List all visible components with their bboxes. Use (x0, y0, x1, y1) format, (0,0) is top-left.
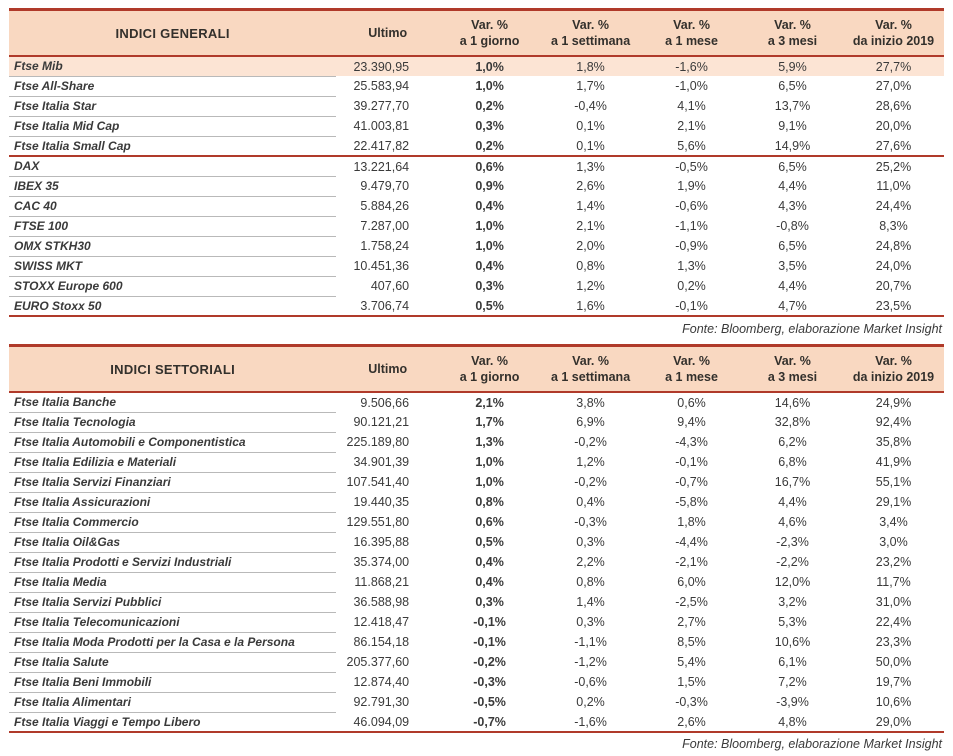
var-3m-cell: 6,1% (778, 655, 807, 669)
table-row (9, 552, 944, 572)
ultimo-cell: 129.551,80 (346, 515, 410, 529)
column-header-var-label: Var. % (774, 354, 811, 368)
table-row (9, 256, 944, 276)
table-row (9, 512, 944, 532)
column-header-period-label: a 1 giorno (459, 34, 520, 48)
var-1g-cell: 0,4% (475, 555, 504, 569)
var-1s-cell: 1,2% (576, 455, 605, 469)
var-1g-cell: 0,4% (475, 259, 504, 273)
var-ytd-cell: 23,3% (875, 635, 912, 649)
var-ytd-cell: 29,0% (843, 712, 944, 732)
ultimo-cell: 9.479,70 (360, 179, 410, 193)
var-1g-cell: -0,1% (473, 615, 506, 629)
index-name-cell: SWISS MKT (9, 256, 336, 276)
var-1m-cell: 9,4% (677, 415, 706, 429)
var-3m-cell: -2,3% (776, 535, 809, 549)
var-1s-cell: 1,4% (576, 595, 605, 609)
var-1g-cell: -0,3% (473, 675, 506, 689)
table-row (9, 472, 944, 492)
table-row (9, 216, 944, 236)
var-ytd-cell: 35,8% (875, 435, 912, 449)
index-name-cell: IBEX 35 (9, 176, 336, 196)
table-row (9, 392, 944, 412)
index-name-cell: OMX STKH30 (9, 236, 336, 256)
column-header-var (843, 10, 944, 57)
var-3m-cell: 4,6% (778, 515, 807, 529)
table-row (9, 136, 944, 156)
var-1m-cell: 6,0% (677, 575, 706, 589)
var-1s-cell: 0,4% (576, 495, 605, 509)
var-1m-cell: 2,6% (641, 712, 742, 732)
index-name-cell: Ftse Italia Alimentari (9, 692, 336, 712)
ultimo-cell: 46.094,09 (336, 712, 439, 732)
var-1m-cell: 4,1% (677, 99, 706, 113)
var-ytd-cell: 24,4% (875, 199, 912, 213)
var-3m-cell: 6,8% (778, 455, 807, 469)
var-1g-cell: 0,3% (475, 119, 504, 133)
table-row (9, 76, 944, 96)
ultimo-cell: 34.901,39 (353, 455, 410, 469)
var-1m-cell: -2,1% (675, 555, 708, 569)
var-1m-cell: -4,3% (675, 435, 708, 449)
var-3m-cell: 6,5% (778, 239, 807, 253)
var-1g-cell: 1,0% (475, 79, 504, 93)
column-header-period-label: a 1 giorno (459, 370, 520, 384)
var-1m-cell: 1,8% (677, 515, 706, 529)
index-name-cell: Ftse Italia Star (9, 96, 336, 116)
column-header-var (540, 10, 641, 57)
var-1s-cell: -1,6% (540, 712, 641, 732)
var-3m-cell: 3,5% (778, 259, 807, 273)
var-1s-cell: 2,1% (576, 219, 605, 233)
index-name-cell: Ftse Italia Salute (9, 652, 336, 672)
column-header-period-label: a 1 settimana (550, 34, 631, 48)
var-1m-cell: -0,3% (675, 695, 708, 709)
var-3m-cell: 4,3% (778, 199, 807, 213)
var-1s-cell: -0,2% (574, 435, 607, 449)
column-header-var (641, 10, 742, 57)
var-3m-cell: 13,7% (774, 99, 811, 113)
column-header-var (540, 346, 641, 393)
column-header-var (439, 346, 540, 393)
var-1s-cell: -1,2% (574, 655, 607, 669)
var-ytd-cell: 20,0% (875, 119, 912, 133)
var-1m-cell: -1,6% (641, 56, 742, 76)
var-1m-cell: 2,1% (677, 119, 706, 133)
table-row (9, 56, 944, 76)
var-1m-cell: 5,6% (641, 136, 742, 156)
ultimo-cell: 19.440,35 (353, 495, 410, 509)
var-3m-cell: 14,9% (742, 136, 843, 156)
var-1m-cell: -2,5% (675, 595, 708, 609)
var-ytd-cell: 28,6% (875, 99, 912, 113)
var-3m-cell: 4,8% (742, 712, 843, 732)
var-1s-cell: 1,3% (576, 159, 605, 174)
var-ytd-cell: 11,7% (876, 575, 911, 589)
index-name-cell: Ftse Italia Oil&Gas (9, 532, 336, 552)
header-row (9, 346, 944, 393)
table-row (9, 652, 944, 672)
ultimo-cell: 39.277,70 (353, 99, 410, 113)
var-3m-cell: 4,4% (778, 279, 807, 293)
var-1s-cell: 1,6% (540, 296, 641, 316)
ultimo-cell: 23.390,95 (336, 56, 439, 76)
table-row (9, 592, 944, 612)
ultimo-cell: 1.758,24 (360, 239, 410, 253)
var-1m-cell: 1,5% (677, 675, 706, 689)
var-1s-cell: -0,3% (574, 515, 607, 529)
ultimo-cell: 107.541,40 (346, 475, 410, 489)
index-name-cell: Ftse Italia Tecnologia (9, 412, 336, 432)
var-1s-cell: 0,3% (576, 535, 605, 549)
var-ytd-cell: 19,7% (875, 675, 912, 689)
table-row (9, 572, 944, 592)
var-3m-cell: 6,2% (778, 435, 807, 449)
indici-settoriali-table (9, 344, 944, 733)
index-name-cell: Ftse All-Share (9, 76, 336, 96)
column-header-period-label: a 1 mese (665, 34, 718, 48)
column-header-period-label: da inizio 2019 (852, 34, 935, 48)
column-header-var (843, 346, 944, 393)
table-row (9, 116, 944, 136)
table-row (9, 236, 944, 256)
var-1g-cell: 0,4% (475, 199, 504, 213)
var-3m-cell: 7,2% (778, 675, 807, 689)
ultimo-cell: 90.121,21 (353, 415, 410, 429)
var-1m-cell: -4,4% (675, 535, 708, 549)
var-1s-cell: 2,6% (576, 179, 605, 193)
var-ytd-cell: 3,4% (879, 515, 908, 529)
var-ytd-cell: 41,9% (875, 455, 912, 469)
var-3m-cell: 4,7% (742, 296, 843, 316)
var-1m-cell: -0,1% (641, 296, 742, 316)
var-1g-cell: 1,0% (475, 239, 504, 253)
column-header-period-label: a 1 settimana (550, 370, 631, 384)
var-1m-cell: -0,6% (675, 199, 708, 213)
ultimo-cell: 11.868,21 (354, 575, 410, 589)
var-ytd-cell: 55,1% (875, 475, 912, 489)
index-name-cell: STOXX Europe 600 (9, 276, 336, 296)
var-1s-cell: 1,4% (576, 199, 605, 213)
var-ytd-cell: 3,0% (879, 535, 908, 549)
source-note: Fonte: Bloomberg, elaborazione Market Insight (682, 737, 942, 751)
var-1g-cell: 0,8% (475, 495, 504, 509)
var-ytd-cell: 23,2% (875, 555, 912, 569)
index-name-cell: Ftse Mib (9, 56, 336, 76)
var-1m-cell: -1,0% (675, 79, 708, 93)
var-1m-cell: 1,3% (677, 259, 706, 273)
table-row (9, 156, 944, 176)
table-title: INDICI GENERALI (9, 10, 336, 57)
ultimo-cell: 9.506,66 (360, 395, 410, 410)
ultimo-cell: 10.451,36 (353, 259, 410, 273)
var-ytd-cell: 27,7% (843, 56, 944, 76)
var-1m-cell: -0,1% (675, 455, 708, 469)
table-title: INDICI SETTORIALI (9, 346, 336, 393)
var-1s-cell: -0,4% (574, 99, 607, 113)
column-header-ultimo: Ultimo (336, 346, 439, 393)
var-ytd-cell: 24,0% (875, 259, 912, 273)
index-name-cell: Ftse Italia Edilizia e Materiali (9, 452, 336, 472)
var-ytd-cell: 24,8% (875, 239, 912, 253)
ultimo-cell: 22.417,82 (336, 136, 439, 156)
var-1g-cell: 1,0% (475, 455, 504, 469)
var-1g-cell: -0,5% (473, 695, 506, 709)
var-1s-cell: 6,9% (576, 415, 605, 429)
table-row (9, 276, 944, 296)
var-1g-cell: -0,2% (473, 655, 506, 669)
column-header-var (742, 10, 843, 57)
var-1g-cell: 2,1% (475, 395, 504, 410)
var-1s-cell: 1,7% (576, 79, 605, 93)
table-row (9, 612, 944, 632)
ultimo-cell: 25.583,94 (353, 79, 410, 93)
column-header-var (641, 346, 742, 393)
var-ytd-cell: 29,1% (875, 495, 912, 509)
var-1s-cell: 0,1% (576, 119, 605, 133)
var-3m-cell: 6,5% (778, 79, 807, 93)
index-name-cell: Ftse Italia Assicurazioni (9, 492, 336, 512)
var-ytd-cell: 8,3% (879, 219, 908, 233)
var-3m-cell: 4,4% (778, 179, 807, 193)
var-ytd-cell: 31,0% (875, 595, 912, 609)
var-1g-cell: 0,5% (439, 296, 540, 316)
index-name-cell: DAX (9, 156, 336, 176)
index-name-cell: Ftse Italia Banche (9, 392, 336, 412)
var-1s-cell: 0,3% (576, 615, 605, 629)
ultimo-cell: 205.377,60 (346, 655, 410, 669)
column-header-period-label: a 3 mesi (767, 370, 818, 384)
var-1g-cell: 0,9% (475, 179, 504, 193)
var-3m-cell: 12,0% (774, 575, 811, 589)
column-header-period-label: a 3 mesi (767, 34, 818, 48)
table-row (9, 96, 944, 116)
table-row (9, 412, 944, 432)
var-1m-cell: 0,6% (677, 395, 706, 410)
var-3m-cell: 14,6% (774, 395, 811, 410)
table-row (9, 672, 944, 692)
var-3m-cell: -0,8% (776, 219, 809, 233)
var-ytd-cell: 50,0% (875, 655, 912, 669)
var-1g-cell: 0,6% (475, 159, 504, 174)
column-header-var-label: Var. % (673, 18, 710, 32)
var-1g-cell: 0,4% (475, 575, 504, 589)
column-header-var-label: Var. % (673, 354, 710, 368)
column-header-var-label: Var. % (572, 18, 609, 32)
var-3m-cell: 4,4% (778, 495, 807, 509)
var-3m-cell: 10,6% (774, 635, 811, 649)
var-1m-cell: -1,1% (675, 219, 708, 233)
var-1s-cell: 2,0% (576, 239, 605, 253)
table-row (9, 632, 944, 652)
var-1g-cell: -0,1% (473, 635, 506, 649)
var-3m-cell: 5,9% (742, 56, 843, 76)
var-1g-cell: 0,3% (475, 279, 504, 293)
index-name-cell: Ftse Italia Beni Immobili (9, 672, 336, 692)
var-1m-cell: 1,9% (677, 179, 706, 193)
var-ytd-cell: 27,6% (843, 136, 944, 156)
var-1m-cell: -5,8% (675, 495, 708, 509)
var-ytd-cell: 20,7% (875, 279, 912, 293)
column-header-var-label: Var. % (572, 354, 609, 368)
column-header-var-label: Var. % (774, 18, 811, 32)
var-1s-cell: 3,8% (576, 395, 605, 410)
var-1m-cell: 8,5% (677, 635, 706, 649)
table-row (9, 532, 944, 552)
var-3m-cell: 5,3% (778, 615, 807, 629)
var-3m-cell: 32,8% (774, 415, 811, 429)
table-row (9, 296, 944, 316)
var-1s-cell: -0,6% (574, 675, 607, 689)
var-ytd-cell: 24,9% (875, 395, 912, 410)
ultimo-cell: 36.588,98 (353, 595, 410, 609)
table-row (9, 196, 944, 216)
ultimo-cell: 92.791,30 (353, 695, 410, 709)
index-name-cell: Ftse Italia Moda Prodotti per la Casa e la Persona (9, 632, 336, 652)
column-header-period-label: a 1 mese (665, 370, 718, 384)
ultimo-cell: 12.418,47 (353, 615, 410, 629)
var-ytd-cell: 27,0% (875, 79, 912, 93)
ultimo-cell: 16.395,88 (353, 535, 410, 549)
table-row (9, 712, 944, 732)
var-1m-cell: 0,2% (677, 279, 706, 293)
index-name-cell: Ftse Italia Automobili e Componentistica (9, 432, 336, 452)
index-name-cell: Ftse Italia Media (9, 572, 336, 592)
var-1g-cell: 0,5% (475, 535, 504, 549)
var-1s-cell: 1,2% (576, 279, 605, 293)
column-header-var-label: Var. % (875, 18, 912, 32)
ultimo-cell: 13.221,64 (353, 159, 410, 174)
var-1m-cell: 2,7% (677, 615, 706, 629)
var-1g-cell: 1,0% (475, 475, 504, 489)
ultimo-cell: 12.874,40 (353, 675, 410, 689)
var-1g-cell: 1,0% (439, 56, 540, 76)
var-1g-cell: 1,0% (475, 219, 504, 233)
indici-generali-table (9, 8, 944, 317)
table-row (9, 492, 944, 512)
var-1g-cell: 0,2% (475, 99, 504, 113)
index-name-cell: CAC 40 (9, 196, 336, 216)
index-name-cell: Ftse Italia Telecomunicazioni (9, 612, 336, 632)
var-1m-cell: -0,9% (675, 239, 708, 253)
var-3m-cell: 9,1% (778, 119, 807, 133)
var-ytd-cell: 23,5% (843, 296, 944, 316)
var-1s-cell: 2,2% (576, 555, 605, 569)
index-name-cell: Ftse Italia Servizi Pubblici (9, 592, 336, 612)
var-3m-cell: 16,7% (774, 475, 811, 489)
index-name-cell: FTSE 100 (9, 216, 336, 236)
table-row (9, 432, 944, 452)
var-ytd-cell: 22,4% (875, 615, 912, 629)
var-1s-cell: 0,8% (576, 575, 605, 589)
column-header-var-label: Var. % (875, 354, 912, 368)
var-1m-cell: -0,5% (675, 159, 708, 174)
var-1m-cell: -0,7% (675, 475, 708, 489)
var-3m-cell: 3,2% (778, 595, 807, 609)
column-header-var (742, 346, 843, 393)
source-note: Fonte: Bloomberg, elaborazione Market Insight (682, 322, 942, 336)
ultimo-cell: 41.003,81 (353, 119, 410, 133)
index-name-cell: Ftse Italia Mid Cap (9, 116, 336, 136)
ultimo-cell: 5.884,26 (360, 199, 410, 213)
var-1s-cell: 0,8% (576, 259, 605, 273)
header-row (9, 10, 944, 57)
var-1s-cell: 0,2% (576, 695, 605, 709)
var-ytd-cell: 10,6% (875, 695, 912, 709)
ultimo-cell: 3.706,74 (336, 296, 439, 316)
var-1g-cell: -0,7% (439, 712, 540, 732)
var-ytd-cell: 25,2% (875, 159, 912, 174)
var-1s-cell: -1,1% (574, 635, 607, 649)
table-row (9, 452, 944, 472)
var-1s-cell: 0,1% (540, 136, 641, 156)
ultimo-cell: 407,60 (370, 279, 410, 293)
var-3m-cell: -2,2% (776, 555, 809, 569)
column-header-var-label: Var. % (471, 18, 508, 32)
column-header-period-label: da inizio 2019 (852, 370, 935, 384)
var-1g-cell: 0,6% (475, 515, 504, 529)
ultimo-cell: 7.287,00 (360, 219, 410, 233)
var-1s-cell: -0,2% (574, 475, 607, 489)
index-name-cell: Ftse Italia Servizi Finanziari (9, 472, 336, 492)
table-row (9, 692, 944, 712)
index-name-cell: Ftse Italia Viaggi e Tempo Libero (9, 712, 336, 732)
var-1g-cell: 1,7% (475, 415, 504, 429)
index-name-cell: Ftse Italia Small Cap (9, 136, 336, 156)
ultimo-cell: 86.154,18 (353, 635, 410, 649)
index-name-cell: Ftse Italia Prodotti e Servizi Industriali (9, 552, 336, 572)
var-1g-cell: 0,2% (439, 136, 540, 156)
var-3m-cell: -3,9% (776, 695, 809, 709)
var-ytd-cell: 11,0% (876, 179, 911, 193)
ultimo-cell: 35.374,00 (353, 555, 410, 569)
var-ytd-cell: 92,4% (875, 415, 912, 429)
market-insight-report (9, 8, 944, 751)
ultimo-cell: 225.189,80 (346, 435, 410, 449)
index-name-cell: EURO Stoxx 50 (9, 296, 336, 316)
var-3m-cell: 6,5% (778, 159, 807, 174)
column-header-var-label: Var. % (471, 354, 508, 368)
var-1s-cell: 1,8% (540, 56, 641, 76)
var-1g-cell: 1,3% (475, 435, 504, 449)
var-1g-cell: 0,3% (475, 595, 504, 609)
table-row (9, 176, 944, 196)
column-header-var (439, 10, 540, 57)
var-1m-cell: 5,4% (677, 655, 706, 669)
index-name-cell: Ftse Italia Commercio (9, 512, 336, 532)
column-header-ultimo: Ultimo (336, 10, 439, 57)
